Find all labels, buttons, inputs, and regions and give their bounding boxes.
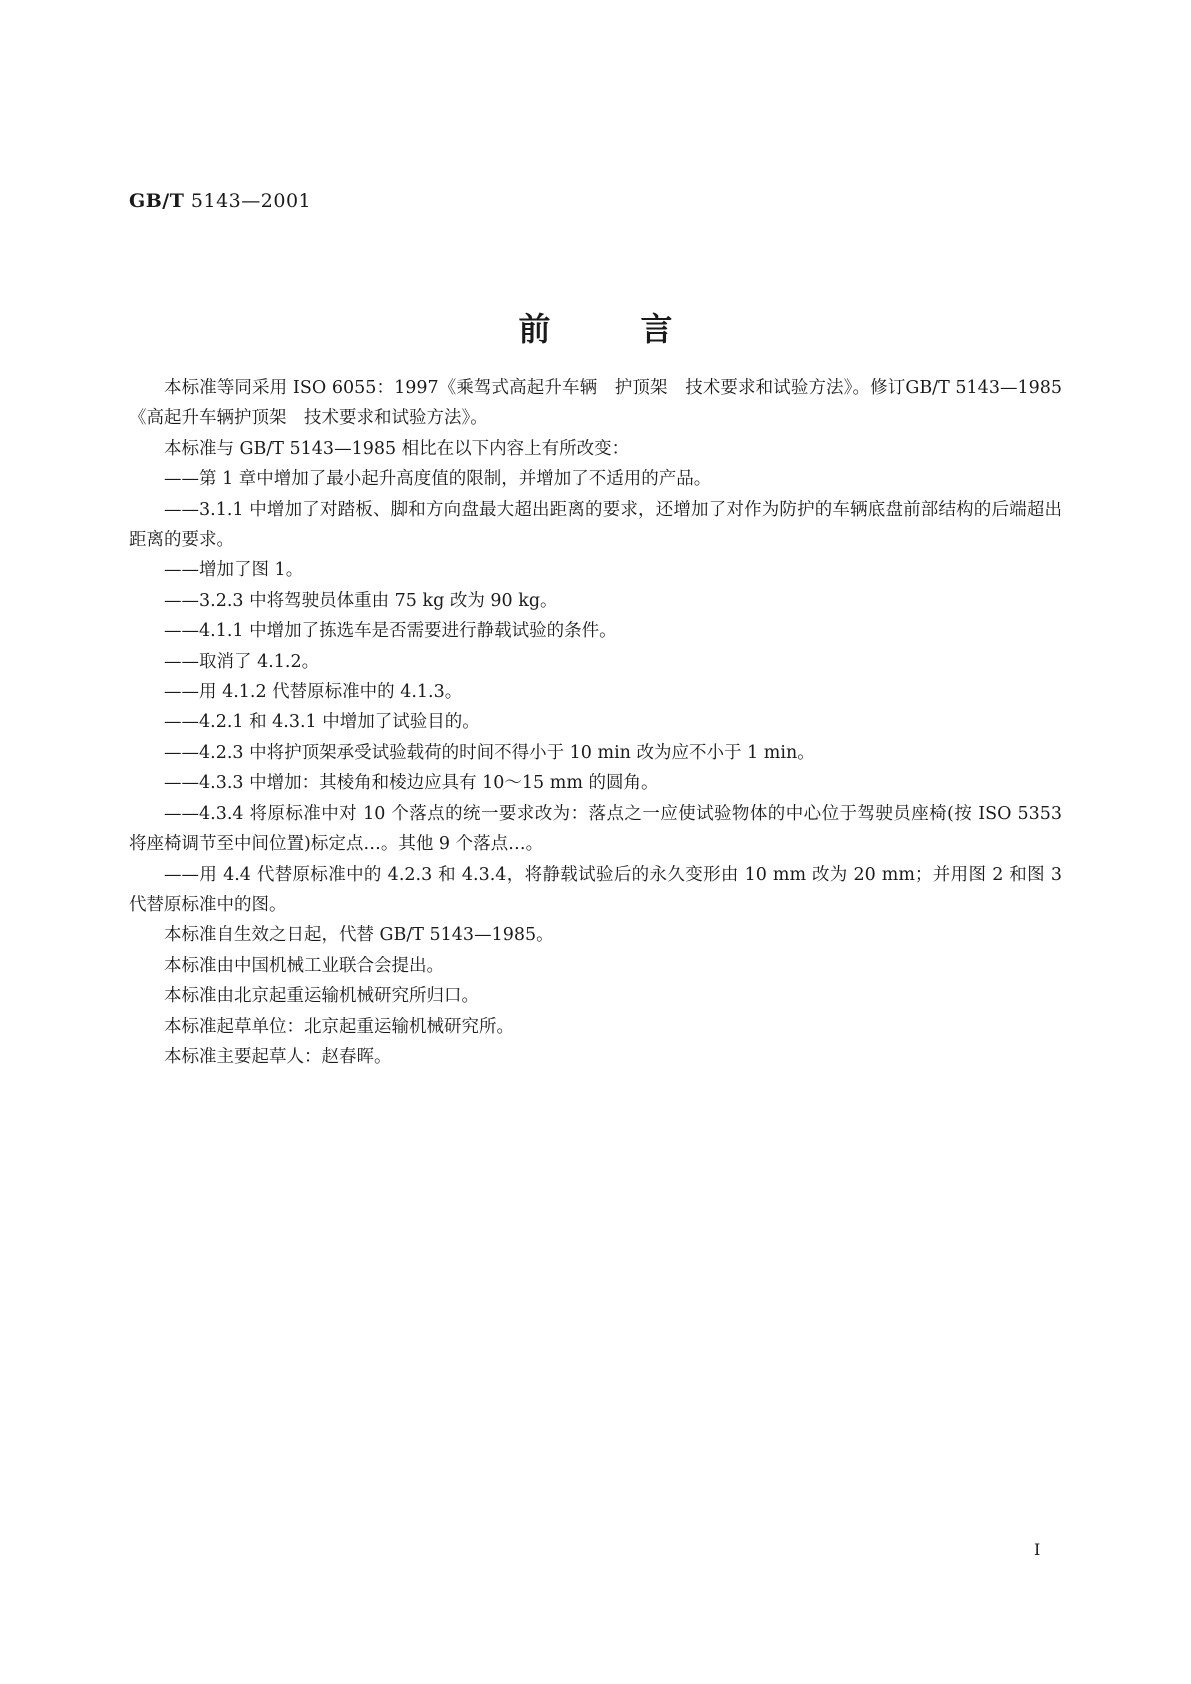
page-title: 前言 <box>518 310 763 348</box>
change-item-2: ——3.1.1 中增加了对踏板、脚和方向盘最大超出距离的要求，还增加了对作为防护的车辆底盘前部结构的后端超出距离的要求。 <box>129 499 1062 551</box>
standard-number: 5143—2001 <box>184 190 312 212</box>
paragraph-drafter: 本标准主要起草人：赵春晖。 <box>164 1046 392 1067</box>
change-item-4: ——3.2.3 中将驾驶员体重由 75 kg 改为 90 kg。 <box>164 590 558 611</box>
foreword-body <box>129 373 1062 1072</box>
change-item-1: ——第 1 章中增加了最小起升高度值的限制，并增加了不适用的产品。 <box>164 469 712 490</box>
change-item-3: ——增加了图 1。 <box>164 560 304 581</box>
page-number: I <box>1034 1540 1041 1559</box>
paragraph-replaces: 本标准自生效之日起，代替 GB/T 5143—1985。 <box>164 925 554 946</box>
paragraph-2: 本标准与 GB/T 5143—1985 相比在以下内容上有所改变： <box>164 438 630 459</box>
standard-code-header <box>129 190 311 212</box>
change-item-12: ——用 4.4 代替原标准中的 4.2.3 和 4.3.4，将静载试验后的永久变形由 10 mm 改为 20 mm；并用图 2 和图 3 代替原标准中的图。 <box>129 864 1062 915</box>
change-item-10: ——4.3.3 中增加：其棱角和棱边应具有 10～15 mm 的圆角。 <box>164 773 659 794</box>
paragraph-1: 本标准等同采用 ISO 6055：1997《乘驾式高起升车辆 护顶架 技术要求和试验方法》。修订GB/T 5143—1985《高起升车辆护顶架 技术要求和试验方法》。 <box>129 378 1062 429</box>
standard-prefix: GB/T <box>129 190 185 212</box>
change-item-11: ——4.3.4 将原标准中对 10 个落点的统一要求改为：落点之一应使试验物体的中心位于驾驶员座椅(按 ISO 5353 将座椅调节至中间位置)标定点…。其他 9 个落点…。 <box>129 803 1062 855</box>
paragraph-proposer: 本标准由中国机械工业联合会提出。 <box>164 955 444 976</box>
change-item-8: ——4.2.1 和 4.3.1 中增加了试验目的。 <box>164 712 480 733</box>
change-item-9: ——4.2.3 中将护顶架承受试验载荷的时间不得小于 10 min 改为应不小于 1 min。 <box>164 742 815 763</box>
change-item-5: ——4.1.1 中增加了拣选车是否需要进行静载试验的条件。 <box>164 621 617 642</box>
paragraph-centralized: 本标准由北京起重运输机械研究所归口。 <box>164 986 479 1007</box>
change-item-6: ——取消了 4.1.2。 <box>164 651 320 672</box>
change-item-7: ——用 4.1.2 代替原标准中的 4.1.3。 <box>164 682 463 703</box>
paragraph-drafting-unit: 本标准起草单位：北京起重运输机械研究所。 <box>164 1016 514 1037</box>
